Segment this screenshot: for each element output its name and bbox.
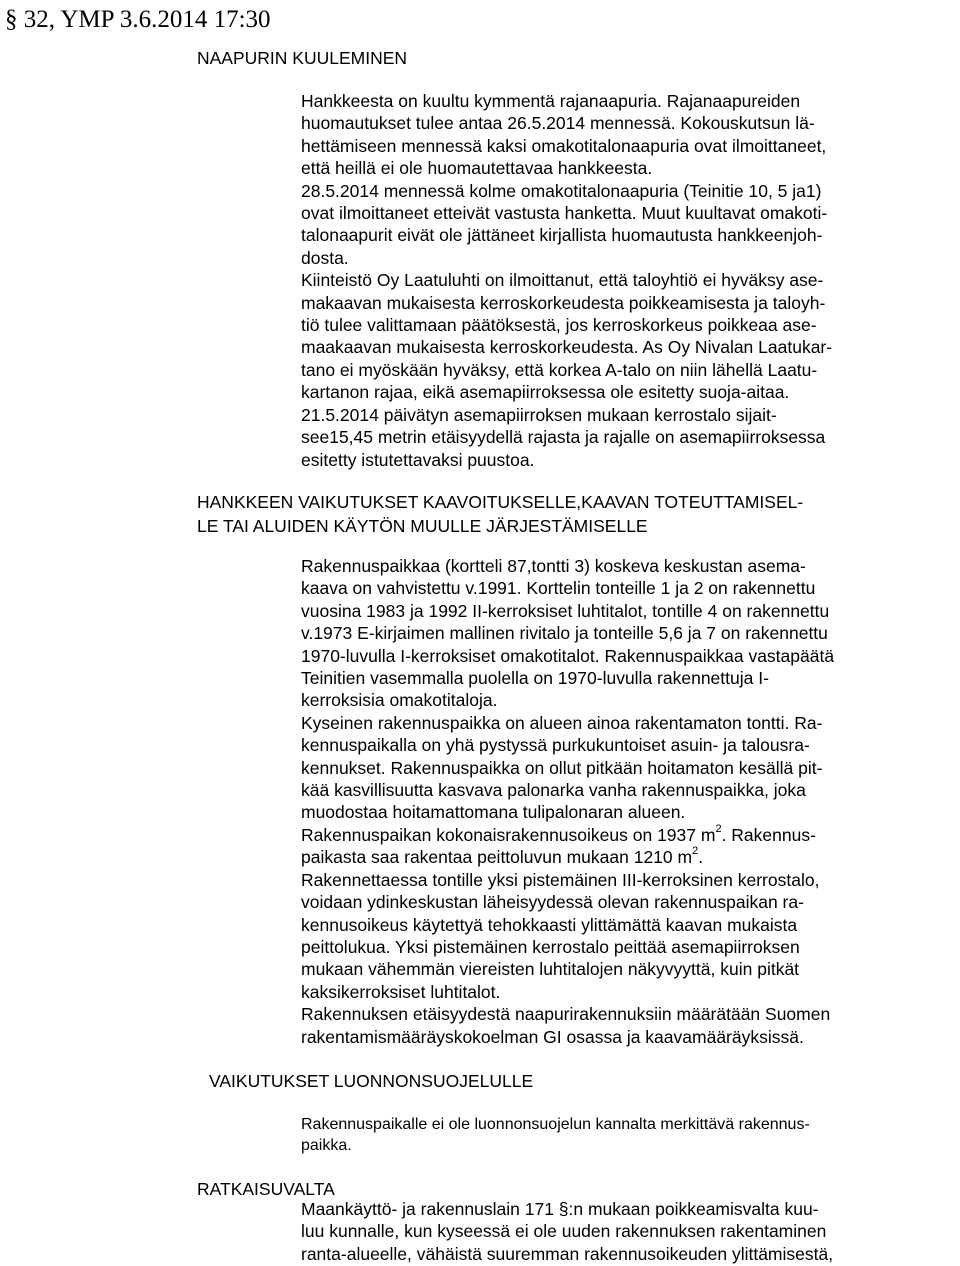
text-line: esitetty istutettavaksi puustoa. xyxy=(301,449,535,470)
text-line: luu kunnalle, kun kyseessä ei ole uuden rakennuksen rakentaminen xyxy=(301,1221,827,1242)
heading-line: LE TAI ALUIDEN KÄYTÖN MUULLE JÄRJESTÄMISELLE xyxy=(197,516,648,536)
section-heading-naapurin-kuuleminen: NAAPURIN KUULEMINEN xyxy=(197,48,408,68)
text-line: Kiinteistö Oy Laatuluhti on ilmoittanut, että taloyhtiö ei hyväksy ase- xyxy=(301,270,824,291)
text-line: huomautukset tulee antaa 26.5.2014 mennessä. Kokouskutsun lä- xyxy=(301,113,815,134)
text-line: Hankkeesta on kuultu kymmentä rajanaapuria. Rajanaapureiden xyxy=(301,91,801,111)
text-line: tano ei myöskään hyväksy, että korkea A-talo on niin lähellä Laatu- xyxy=(301,359,818,380)
text-line: ranta-alueelle, vähäistä suuremman rakennusoikeuden ylittämisestä, xyxy=(301,1243,834,1264)
text-line: paikka. xyxy=(301,1137,352,1154)
text-line: ovat ilmoittaneet etteivät vastusta hanketta. Muut kuultavat omakoti- xyxy=(301,203,828,224)
text-line: tiö tulee valittamaan päätöksestä, jos kerroskorkeus poikkeaa ase- xyxy=(301,315,817,336)
text-line: talonaapurit eivät ole jättäneet kirjallista huomautusta hankkeenjoh- xyxy=(301,225,823,246)
text-line: rakentamismääräyskokoelman GI osassa ja kaavamääräyksissä. xyxy=(301,1026,804,1047)
text-line: 28.5.2014 mennessä kolme omakotitalonaapuria (Teinitie 10, 5 ja1) xyxy=(301,180,822,201)
text-line: Rakennuspaikkaa (kortteli 87,tontti 3) koskeva keskustan asema- xyxy=(301,556,806,576)
section-header: § 32, YMP 3.6.2014 17:30 xyxy=(5,6,271,33)
text-line: että heillä ei ole huomautettavaa hankkeesta. xyxy=(301,158,653,179)
section-body-luonnonsuojelu xyxy=(301,1114,810,1156)
heading-line: HANKKEEN VAIKUTUKSET KAAVOITUKSELLE,KAAVAN TOTEUTTAMISEL- xyxy=(197,492,804,512)
section-body-ratkaisuvalta xyxy=(301,1198,833,1265)
section-heading-luonnonsuojelu: VAIKUTUKSET LUONNONSUOJELULLE xyxy=(209,1071,534,1091)
text-line: mukaan vähemmän viereisten luhtitalojen näkyvyyttä, kuin pitkät xyxy=(301,959,800,980)
section-heading-hankkeen-vaikutukset xyxy=(197,490,803,538)
text-line: kaava on vahvistettu v.1991. Korttelin tonteille 1 ja 2 on rakennettu xyxy=(301,578,816,599)
text-line: muodostaa hoitamattomana tulipalonaran alueen. xyxy=(301,802,686,823)
text-line: 1970-luvulla I-kerroksiset omakotitalot. Rakennuspaikkaa vastapäätä xyxy=(301,645,835,666)
text-line: kerroksisia omakotitaloja. xyxy=(301,690,498,711)
text-line: 21.5.2014 päivätyn asemapiirroksen mukaan kerrostalo sijait- xyxy=(301,404,777,425)
text-line: Maankäyttö- ja rakennuslain 171 §:n mukaan poikkeamisvalta kuu- xyxy=(301,1199,819,1219)
text-line: dosta. xyxy=(301,247,349,268)
area-line: paikasta saa rakentaa peittoluvun mukaan 1210 $m^2$. xyxy=(301,845,704,868)
text-line: voidaan ydinkeskustan läheisyydessä olevan rakennuspaikan ra- xyxy=(301,892,804,913)
text-line: Rakennuksen etäisyydestä naapurirakennuksiin määrätään Suomen xyxy=(301,1004,831,1025)
superscript: 2 xyxy=(715,822,722,835)
section-body-naapurin-kuuleminen xyxy=(301,90,832,471)
text-line: kennusoikeus käytettyä tehokkaasti ylittämättä kaavan mukaista xyxy=(301,914,798,935)
text-line: Teinitien vasemmalla puolella on 1970-luvulla rakennettuja I- xyxy=(301,668,769,689)
text-line: kartanon rajaa, eikä asemapiirroksessa ole esitetty suoja-aitaa. xyxy=(301,382,790,403)
text-line: makaavan mukaisesta kerroskorkeudesta poikkeamisesta ja taloyh- xyxy=(301,292,826,313)
text-line: maakaavan mukaisesta kerroskorkeudesta. As Oy Nivalan Laatukar- xyxy=(301,337,833,358)
text-line: kaksikerroksiset luhtitalot. xyxy=(301,981,501,1002)
text-line: v.1973 E-kirjaimen mallinen rivitalo ja tonteille 5,6 ja 7 on rakennettu xyxy=(301,623,828,644)
section-body-hankkeen-vaikutukset xyxy=(301,555,834,1048)
text-line: Kyseinen rakennuspaikka on alueen ainoa rakentamaton tontti. Ra- xyxy=(301,712,823,733)
text-line: hettämiseen mennessä kaksi omakotitalonaapuria ovat ilmoittaneet, xyxy=(301,135,827,156)
text-line: peittolukua. Yksi pistemäinen kerrostalo peittää asemapiirroksen xyxy=(301,936,800,957)
superscript: 2 xyxy=(692,845,699,858)
text-line: kää kasvillisuutta kasvava palonarka vanha rakennuspaikka, joka xyxy=(301,780,806,801)
text-line: Rakennettaessa tontille yksi pistemäinen III-kerroksinen kerrostalo, xyxy=(301,869,820,890)
area-line: Rakennuspaikan kokonaisrakennusoikeus on 1937 $m^2$. Rakennus- xyxy=(301,822,816,845)
text-line: see15,45 metrin etäisyydellä rajasta ja rajalle on asemapiirroksessa xyxy=(301,427,826,448)
section-heading-ratkaisuvalta: RATKAISUVALTA xyxy=(197,1179,335,1199)
text-line: kennukset. Rakennuspaikka on ollut pitkään hoitamaton kesällä pit- xyxy=(301,757,823,778)
text-line: kennuspaikalla on yhä pystyssä purkukuntoiset asuin- ja talousra- xyxy=(301,735,810,756)
text-line: vuosina 1983 ja 1992 II-kerroksiset luhtitalot, tontille 4 on rakennettu xyxy=(301,600,830,621)
text-line: Rakennuspaikalle ei ole luonnonsuojelun kannalta merkittävä rakennus- xyxy=(301,1116,810,1133)
